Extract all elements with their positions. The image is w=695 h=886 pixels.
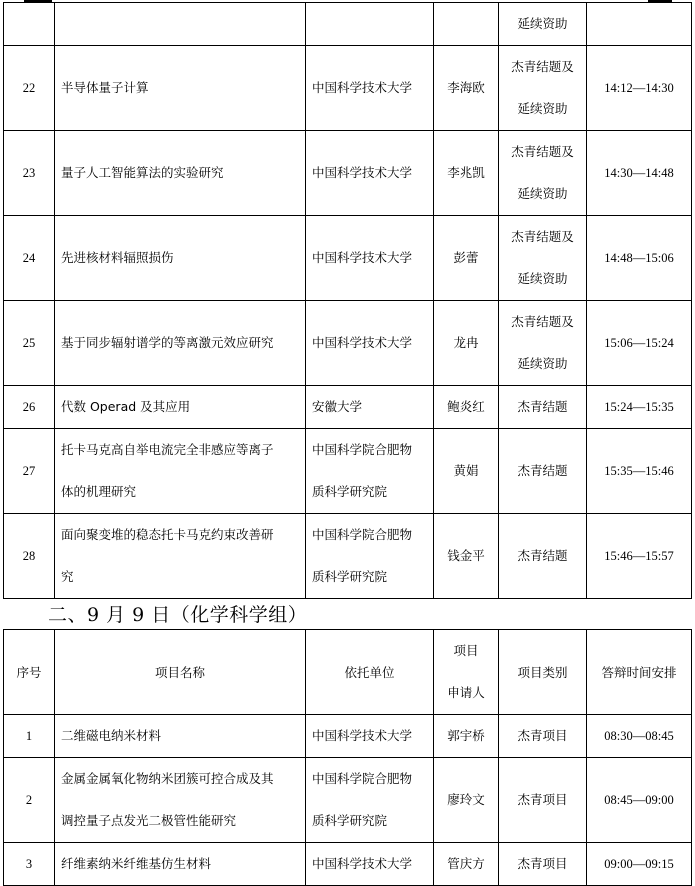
- header-name: 项目名称: [55, 630, 306, 715]
- header-category: 项目类别: [499, 630, 587, 715]
- cell-applicant: 鲍炎红: [434, 386, 499, 429]
- cell-category: 杰青结题: [499, 429, 587, 514]
- cell-unit: 安徽大学: [306, 386, 434, 429]
- cell-category: 杰青结题及 延续资助: [499, 216, 587, 301]
- cell-name: 先进核材料辐照损伤: [55, 216, 306, 301]
- cell-category: 延续资助: [499, 3, 587, 46]
- table-row: [4, 386, 692, 429]
- cell-category: 杰青结题及 延续资助: [499, 131, 587, 216]
- cell-name: 二维磁电纳米材料: [55, 715, 306, 758]
- cell-applicant: 管庆方: [434, 843, 499, 886]
- cell-category: 杰青结题: [499, 386, 587, 429]
- cell-applicant: 彭蕾: [434, 216, 499, 301]
- cell-time: 09:00—09:15: [587, 843, 692, 886]
- schedule-table-physics: [3, 2, 692, 599]
- cell-unit: 中国科学院合肥物 质科学研究院: [306, 429, 434, 514]
- table-row: [4, 46, 692, 131]
- cell-no: 23: [4, 131, 55, 216]
- cell-unit: 中国科学技术大学: [306, 301, 434, 386]
- cell-unit: 中国科学院合肥物 质科学研究院: [306, 758, 434, 843]
- cell-time: 15:35—15:46: [587, 429, 692, 514]
- cell-applicant: 黄娟: [434, 429, 499, 514]
- cell-category: 杰青结题及 延续资助: [499, 301, 587, 386]
- header-no: 序号: [4, 630, 55, 715]
- cell-name: 量子人工智能算法的实验研究: [55, 131, 306, 216]
- cell-name: 半导体量子计算: [55, 46, 306, 131]
- table-row: [4, 429, 692, 514]
- cell-time: 08:45—09:00: [587, 758, 692, 843]
- table-header-row: [4, 630, 692, 715]
- cell-name: 面向聚变堆的稳态托卡马克约束改善研 究: [55, 514, 306, 599]
- cell-no: 28: [4, 514, 55, 599]
- cell-no: 25: [4, 301, 55, 386]
- cell-applicant: [434, 3, 499, 46]
- cell-unit: 中国科学技术大学: [306, 216, 434, 301]
- table-row: [4, 301, 692, 386]
- header-time: 答辩时间安排: [587, 630, 692, 715]
- table-row: [4, 216, 692, 301]
- cell-applicant: 龙冉: [434, 301, 499, 386]
- cell-time: 15:46—15:57: [587, 514, 692, 599]
- cell-applicant: 廖玲文: [434, 758, 499, 843]
- cell-unit: 中国科学技术大学: [306, 715, 434, 758]
- cell-time: [587, 3, 692, 46]
- cell-time: 14:30—14:48: [587, 131, 692, 216]
- cell-name: 纤维素纳米纤维基仿生材料: [55, 843, 306, 886]
- cell-no: [4, 3, 55, 46]
- cell-no: 26: [4, 386, 55, 429]
- cell-applicant: 钱金平: [434, 514, 499, 599]
- cell-time: 15:06—15:24: [587, 301, 692, 386]
- cell-applicant: 李海欧: [434, 46, 499, 131]
- cell-name: [55, 3, 306, 46]
- cell-time: 14:12—14:30: [587, 46, 692, 131]
- cell-no: 24: [4, 216, 55, 301]
- cell-time: 14:48—15:06: [587, 216, 692, 301]
- table-row: [4, 131, 692, 216]
- cell-category: 杰青项目: [499, 715, 587, 758]
- cell-time: 15:24—15:35: [587, 386, 692, 429]
- cell-time: 08:30—08:45: [587, 715, 692, 758]
- cell-no: 27: [4, 429, 55, 514]
- cell-category: 杰青结题及 延续资助: [499, 46, 587, 131]
- cell-no: 1: [4, 715, 55, 758]
- table-row: [4, 715, 692, 758]
- cell-name: 代数 Operad 及其应用: [55, 386, 306, 429]
- cell-unit: 中国科学技术大学: [306, 843, 434, 886]
- cell-unit: 中国科学技术大学: [306, 131, 434, 216]
- cell-unit: [306, 3, 434, 46]
- header-applicant: 项目 申请人: [434, 630, 499, 715]
- table-row-continued: [4, 3, 692, 46]
- table-row: [4, 758, 692, 843]
- table-row: [4, 514, 692, 599]
- cell-category: 杰青项目: [499, 758, 587, 843]
- cell-name: 托卡马克高自举电流完全非感应等离子 体的机理研究: [55, 429, 306, 514]
- cell-applicant: 李兆凯: [434, 131, 499, 216]
- cell-unit: 中国科学技术大学: [306, 46, 434, 131]
- cell-applicant: 郭宇桥: [434, 715, 499, 758]
- cell-unit: 中国科学院合肥物 质科学研究院: [306, 514, 434, 599]
- header-unit: 依托单位: [306, 630, 434, 715]
- cell-category: 杰青结题: [499, 514, 587, 599]
- cell-no: 3: [4, 843, 55, 886]
- cell-name: 金属金属氧化物纳米团簇可控合成及其 调控量子点发光二极管性能研究: [55, 758, 306, 843]
- table-row: [4, 843, 692, 886]
- section-title-chemistry: 二、9 月 9 日（化学科学组）: [48, 604, 308, 626]
- cell-name: 基于同步辐射谱学的等离激元效应研究: [55, 301, 306, 386]
- cell-no: 22: [4, 46, 55, 131]
- cell-no: 2: [4, 758, 55, 843]
- schedule-table-chemistry: [3, 629, 692, 886]
- cell-category: 杰青项目: [499, 843, 587, 886]
